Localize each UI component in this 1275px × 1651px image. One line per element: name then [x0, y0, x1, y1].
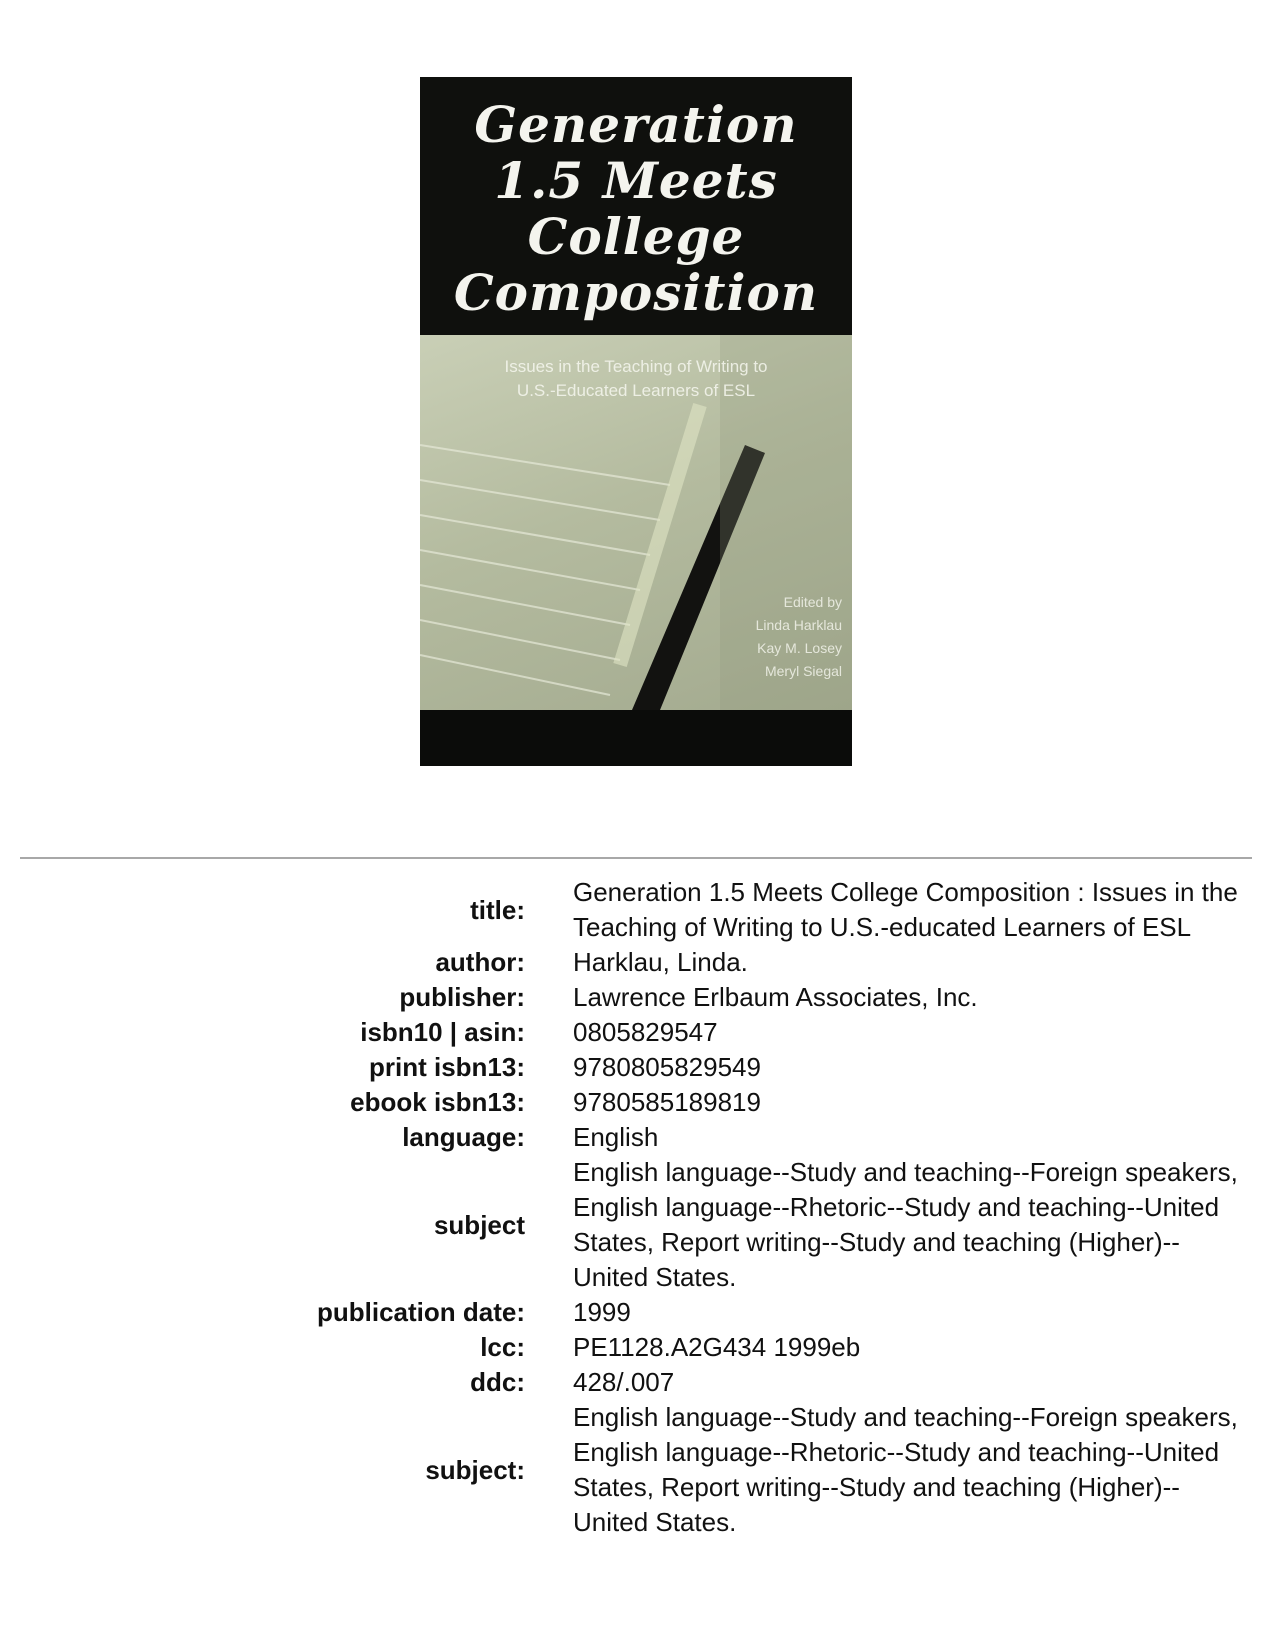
- cover-bottom-band: [420, 710, 852, 766]
- ebook-isbn13-value: 9780585189819: [573, 1087, 761, 1117]
- publisher-label: publisher:: [399, 982, 525, 1012]
- print-isbn13-value: 9780805829549: [573, 1052, 761, 1082]
- publication-date-value: 1999: [573, 1297, 631, 1327]
- cover-editors: [756, 591, 842, 683]
- title-value: Generation 1.5 Meets College Composition : Issues in the Teaching of Writing to U.S.-educated Learners of ESL: [573, 877, 1238, 942]
- subject-2-label: subject:: [425, 1454, 525, 1485]
- cover-subtitle-line-1: Issues in the Teaching of Writing to: [504, 357, 768, 376]
- ebook-isbn13-label: ebook isbn13:: [350, 1087, 525, 1117]
- isbn10-label: isbn10 | asin:: [360, 1017, 525, 1047]
- language-label: language:: [402, 1122, 525, 1152]
- cover-editor-3: Meryl Siegal: [764, 663, 842, 679]
- publisher-value: Lawrence Erlbaum Associates, Inc.: [573, 982, 978, 1012]
- metadata-row-publisher: [20, 980, 1255, 1015]
- cover-title-line-4: Composition: [453, 263, 819, 322]
- book-metadata-table: [20, 875, 1255, 1540]
- ddc-value: 428/.007: [573, 1367, 675, 1397]
- cover-subtitle-line-2: U.S.-Educated Learners of ESL: [516, 381, 756, 400]
- publication-date-label: publication date:: [317, 1297, 525, 1327]
- cover-editor-2: Kay M. Losey: [757, 640, 842, 656]
- cover-editors-label: Edited by: [783, 594, 842, 610]
- metadata-row-subject: [20, 1155, 1255, 1295]
- ddc-label: ddc:: [470, 1367, 525, 1397]
- cover-subtitle: [420, 355, 852, 403]
- cover-title-line-2: 1.5 Meets: [494, 151, 778, 210]
- lcc-value: PE1128.A2G434 1999eb: [573, 1332, 861, 1362]
- cover-notebook-photo: [420, 335, 852, 710]
- horizontal-divider: [20, 857, 1252, 859]
- author-label: author:: [435, 947, 525, 977]
- metadata-row-lcc: [20, 1330, 1255, 1365]
- cover-title-line-3: College: [527, 207, 745, 266]
- isbn10-value: 0805829547: [573, 1017, 718, 1047]
- metadata-row-language: [20, 1120, 1255, 1155]
- cover-title-band: [420, 77, 852, 335]
- cover-editor-1: Linda Harklau: [755, 617, 842, 633]
- metadata-row-ddc: [20, 1365, 1255, 1400]
- subject-value: English language--Study and teaching--Foreign speakers, English language--Rhetoric--Study and teaching--United States, Report writing--Study and teaching (Higher)--United States.: [573, 1157, 1238, 1292]
- metadata-row-title: [20, 875, 1255, 945]
- cover-title: [420, 97, 852, 321]
- title-label: title:: [470, 894, 525, 925]
- subject-label: subject: [433, 1209, 525, 1240]
- metadata-row-ebook-isbn13: [20, 1085, 1255, 1120]
- print-isbn13-label: print isbn13:: [368, 1052, 525, 1082]
- metadata-row-publication-date: [20, 1295, 1255, 1330]
- language-value: English: [573, 1122, 659, 1152]
- subject-2-value: English language--Study and teaching--Foreign speakers, English language--Rhetoric--Study and teaching--United States, Report writing--Study and teaching (Higher)--United States.: [573, 1402, 1238, 1537]
- metadata-row-subject-2: [20, 1400, 1255, 1540]
- metadata-row-author: [20, 945, 1255, 980]
- metadata-row-isbn10: [20, 1015, 1255, 1050]
- book-cover-image: [420, 77, 852, 766]
- cover-title-line-1: Generation: [474, 95, 798, 154]
- lcc-label: lcc:: [480, 1332, 525, 1362]
- metadata-row-print-isbn13: [20, 1050, 1255, 1085]
- author-value: Harklau, Linda.: [573, 947, 748, 977]
